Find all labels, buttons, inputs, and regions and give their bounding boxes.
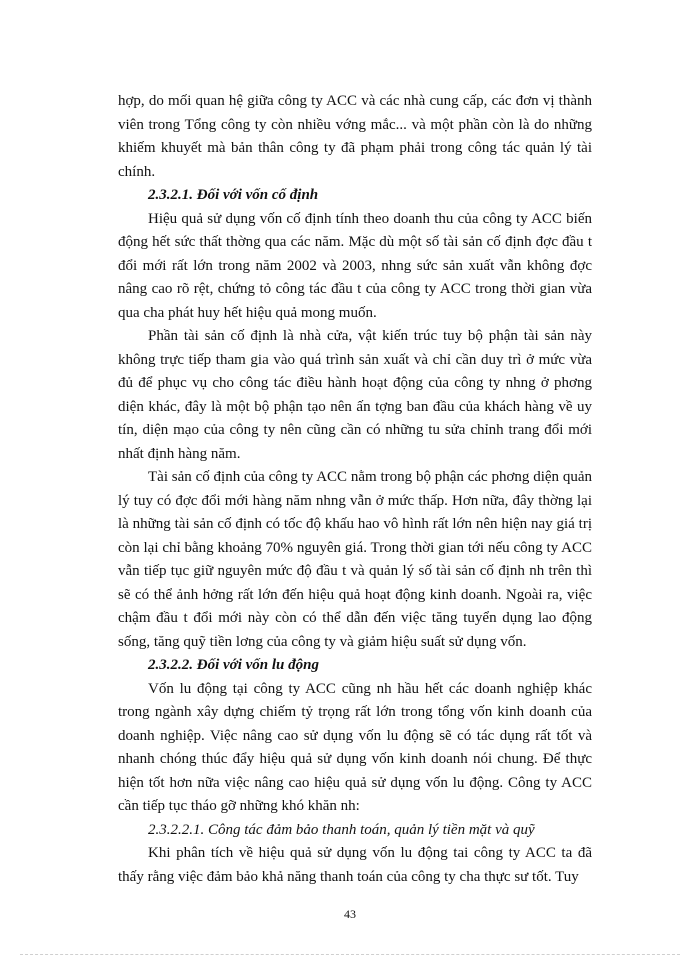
paragraph-management-assets: Tài sản cố định của công ty ACC nằm trong bộ phận các phơng diện quản lý tuy có đợc đổi mới hàng năm nhng vẫn ở mức thấp. Hơn nữa, đây thờng lại là những tài sản cố định có tốc độ khấu hao vô hình rất lớn nên hiện nay giá trị còn lại chỉ bằng khoảng 70% nguyên giá. Trong thời gian tới nếu công ty ACC vẫn tiếp tục giữ nguyên mức độ đầu t và quản lý số tài sản cố định nh trên thì sẽ có thể ảnh hởng rất lớn đến hiệu quả hoạt động kinh doanh. Ngoài ra, việc chậm đầu t đổi mới này còn có thể dẫn đến việc tăng tuyển dụng lao động sống, tăng quỹ tiền lơng của công ty và giảm hiệu suất sử dụng vốn.	[118, 469, 592, 650]
page-number: 43	[344, 907, 356, 921]
section-heading-fixed-capital: 2.3.2.1. Đối với vốn cố định	[148, 187, 319, 203]
paragraph-fixed-capital-efficiency: Hiệu quả sử dụng vốn cố định tính theo doanh thu của công ty ACC biến động hết sức thất thờng qua các năm. Mặc dù một số tài sản cố định đợc đầu t đổi mới rất lớn trong năm 2002 và 2003, nhng sức sản xuất vẫn không đợc nâng cao rõ rệt, chứng tỏ công tác đầu t của công ty ACC trong thời gian vừa qua cha phát huy hết hiệu quả mong muốn.	[118, 210, 592, 321]
section-heading-working-capital: 2.3.2.2. Đối với vốn lu động	[148, 657, 319, 673]
paragraph-payment-analysis: Khi phân tích về hiệu quả sử dụng vốn lu động tai công ty ACC ta đã thấy rằng việc đảm bảo khả năng thanh toán của công ty cha thực sư tốt. Tuy	[118, 845, 592, 885]
paragraph-buildings-structures: Phần tài sản cố định là nhà cửa, vật kiến trúc tuy bộ phận tài sản này không trực tiếp tham gia vào quá trình sản xuất và chỉ cần duy trì ở mức vừa đủ để phục vụ cho công tác điều hành hoạt động của công ty nhng ở phơng diện khác, đây là một bộ phận tạo nên ấn tợng ban đầu của khách hàng về uy tín, diện mạo của công ty nên cũng cần có những tu sửa chỉnh trang đổi mới nhất định hàng năm.	[118, 328, 592, 462]
paragraph-continuation: hợp, do mối quan hệ giữa công ty ACC và các nhà cung cấp, các đơn vị thành viên trong Tổng công ty còn nhiều vớng mắc... và một phần còn là do những khiếm khuyết mà bản thân công ty đã phạm phải trong công tác quản lý tài chính.	[118, 93, 592, 180]
paragraph-working-capital: Vốn lu động tại công ty ACC cũng nh hầu hết các doanh nghiệp khác trong ngành xây dựng chiếm tỷ trọng rất lớn trong tổng vốn kinh doanh của doanh nghiệp. Việc nâng cao sử dụng vốn lu động sẽ có tác dụng rất tốt và nhanh chóng thúc đẩy hiệu quả sử dụng vốn kinh doanh nói chung. Để thực hiện tốt hơn nữa việc nâng cao hiệu quả sử dụng vốn lu động. Công ty ACC cần tiếp tục tháo gỡ những khó khăn nh:	[118, 680, 592, 814]
footer-divider	[20, 954, 680, 955]
subsection-heading-payment-cash: 2.3.2.2.1. Công tác đảm bảo thanh toán, quản lý tiền mặt và quỹ	[148, 821, 535, 838]
document-body	[118, 90, 592, 889]
